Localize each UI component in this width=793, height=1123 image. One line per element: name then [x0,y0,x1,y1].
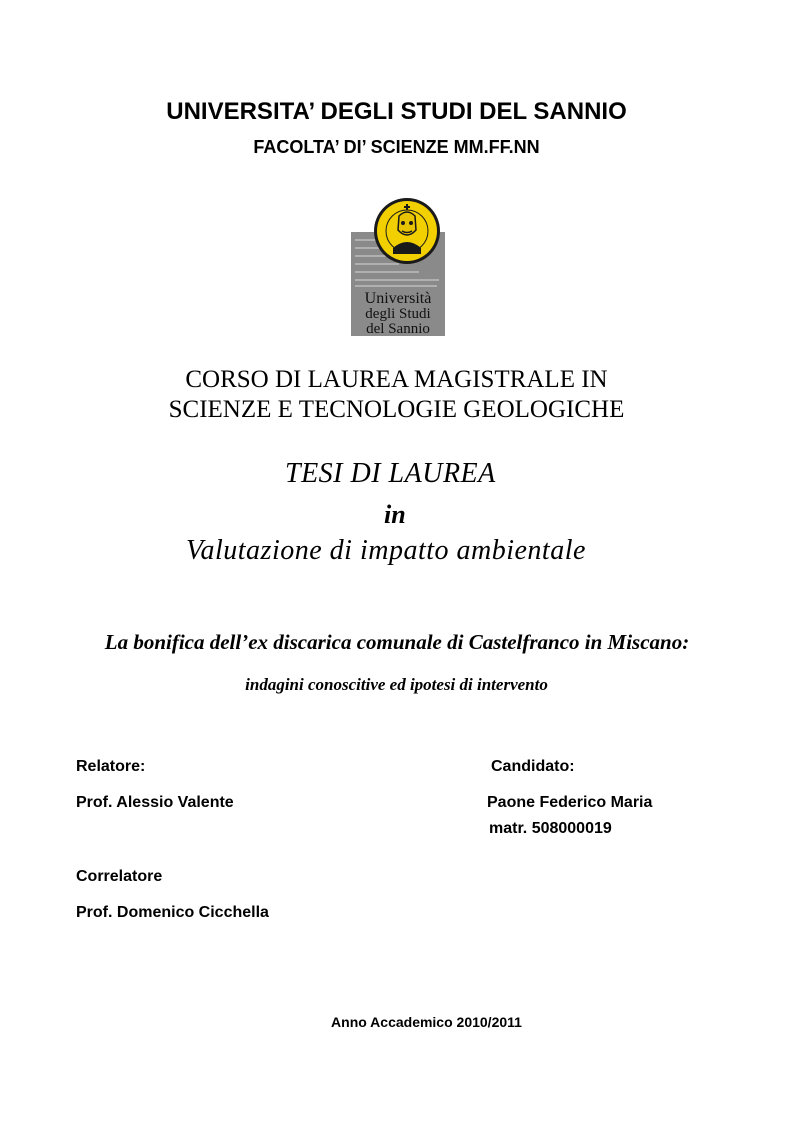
university-logo [349,196,447,338]
thesis-title-line-1: La bonifica dell’ex discarica comunale di Castelfranco in Miscano: [104,630,690,654]
correlatore-label: Correlatore [76,868,163,885]
candidato-matricola: matr. 508000019 [489,820,612,837]
academic-year: Anno Accademico 2010/2011 [331,1014,522,1030]
faculty-name: FACOLTA’ DI’ SCIENZE MM.FF.NN [253,137,540,157]
university-name: UNIVERSITA’ DEGLI STUDI DEL SANNIO [166,98,627,125]
course-line-2: SCIENZE E TECNOLOGIE GEOLOGICHE [168,396,625,423]
relatore-label: Relatore: [76,758,146,775]
thesis-subject: Valutazione di impatto ambientale [186,535,586,566]
logo-text-line1: Università [364,290,432,307]
thesis-title-line-2: indagini conoscitive ed ipotesi di intervento [245,675,548,694]
thesis-in: in [384,500,406,529]
correlatore-name: Prof. Domenico Cicchella [76,904,269,921]
gold-coin-icon [374,198,440,264]
logo-text-line2: degli Studi [365,306,431,322]
thesis-label: TESI DI LAUREA [285,458,496,489]
course-line-1: CORSO DI LAUREA MAGISTRALE IN [185,366,608,393]
relatore-name: Prof. Alessio Valente [76,794,234,811]
candidato-label: Candidato: [491,758,575,775]
logo-text-line3: del Sannio [366,321,430,337]
candidato-name: Paone Federico Maria [487,794,653,811]
